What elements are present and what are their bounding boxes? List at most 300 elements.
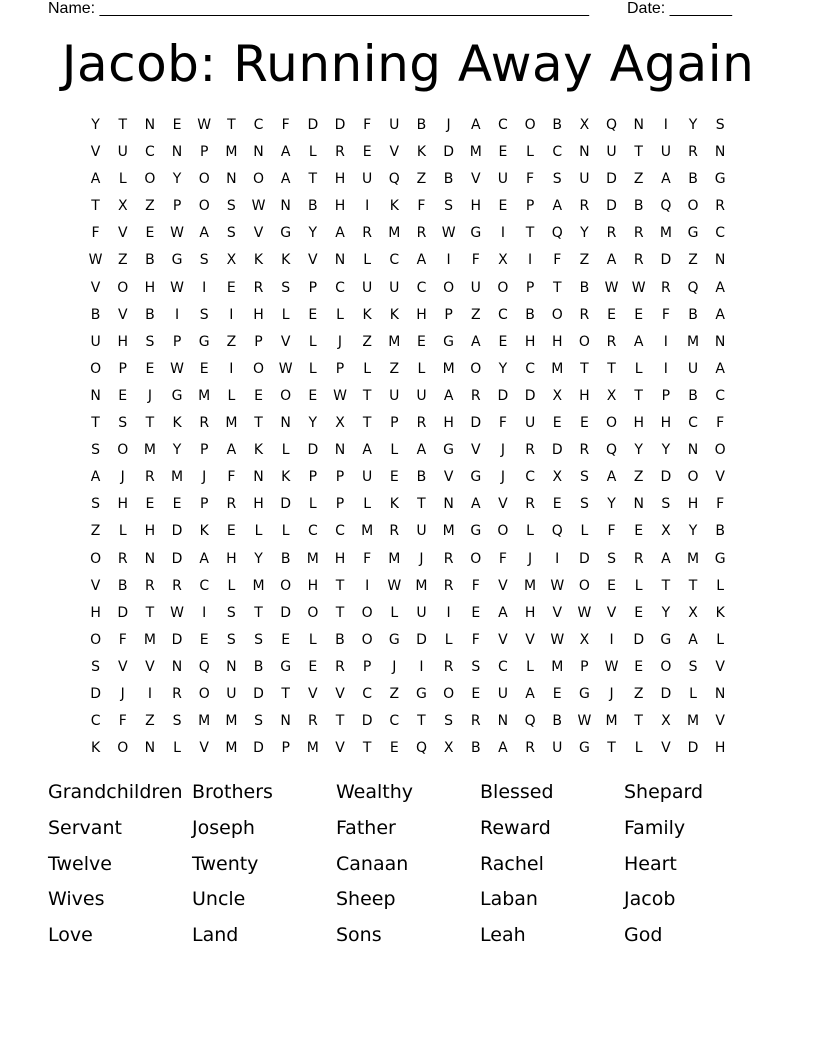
grid-letter: P [308,469,318,486]
grid-letter: D [524,387,536,404]
grid-letter: A [688,631,698,648]
grid-letter: K [389,198,399,215]
grid-letter: H [633,415,644,432]
grid-letter: Z [579,252,590,269]
grid-letter: F [118,631,127,648]
grid-letter: Y [91,117,100,133]
grid-letter: E [362,144,372,161]
grid-letter: X [606,387,617,404]
grid-letter: B [117,577,128,594]
word-bank-item: Land [192,924,239,947]
grid-letter: M [686,713,700,730]
grid-letter: O [361,631,373,648]
grid-letter: Q [660,198,672,215]
grid-letter: K [199,523,209,540]
grid-letter: J [202,469,207,486]
grid-letter: L [390,604,399,621]
grid-letter: D [443,144,454,161]
grid-letter: S [444,713,454,730]
grid-letter: S [254,713,263,730]
grid-letter: N [714,144,726,161]
grid-letter: Z [688,252,698,269]
word-bank-item: God [624,924,663,947]
grid-letter: W [251,198,266,215]
grid-letter: T [335,577,345,594]
grid-letter: Y [308,415,318,432]
grid-letter: P [308,279,318,296]
grid-letter: K [715,604,725,621]
grid-letter: R [145,577,155,594]
grid-letter: U [524,415,536,432]
grid-letter: E [607,577,616,594]
grid-letter: W [631,279,646,296]
grid-letter: O [714,442,726,459]
grid-letter: Z [389,360,400,377]
grid-letter: U [389,279,400,296]
grid-letter: P [172,333,182,350]
grid-letter: F [471,252,480,269]
grid-letter: L [227,387,236,404]
grid-letter: L [118,171,127,188]
word-bank-item: Uncle [192,888,246,911]
grid-letter: Z [226,333,237,350]
grid-letter: L [254,523,263,540]
grid-letter: C [335,523,345,540]
grid-letter: W [170,360,184,377]
grid-letter: R [606,225,617,242]
grid-letter: M [225,740,238,757]
grid-letter: U [552,740,563,757]
grid-letter: L [634,360,643,377]
grid-letter: Y [661,604,671,621]
grid-letter: V [498,631,508,648]
grid-letter: R [389,523,400,540]
word-bank-item: Sons [336,924,382,947]
grid-letter: T [417,713,426,730]
grid-letter: V [552,604,563,621]
grid-letter: R [199,415,210,432]
grid-letter: P [172,198,182,215]
grid-letter: Y [607,496,616,513]
grid-letter: Y [308,225,318,242]
grid-letter: D [171,550,183,567]
grid-letter: D [551,442,563,459]
grid-letter: H [579,387,590,404]
grid-letter: E [145,496,155,513]
grid-letter: O [90,631,102,648]
grid-letter: L [716,631,725,648]
grid-letter: N [579,144,590,161]
grid-letter: G [578,685,590,702]
grid-letter: T [607,360,616,377]
grid-letter: H [334,198,346,215]
grid-letter: V [715,713,725,730]
grid-letter: Q [606,442,618,459]
grid-letter: V [145,658,155,675]
grid-letter: R [633,550,644,567]
grid-letter: W [170,279,184,296]
grid-letter: I [229,360,234,377]
grid-letter: U [470,279,481,296]
grid-letter: A [470,333,481,350]
grid-letter: L [634,740,643,757]
grid-letter: R [226,496,237,513]
grid-letter: C [389,713,400,730]
grid-letter: O [90,550,102,567]
grid-letter: B [145,252,155,269]
letter-grid [82,112,734,762]
grid-letter: X [443,740,454,757]
grid-letter: R [416,225,427,242]
grid-letter: Z [145,198,155,215]
grid-letter: N [90,387,101,404]
grid-letter: D [117,604,129,621]
grid-letter: U [362,279,373,296]
grid-letter: K [172,415,182,432]
grid-letter: G [280,225,292,242]
grid-letter: U [362,469,373,486]
grid-letter: J [446,117,451,133]
grid-letter: T [525,225,535,242]
word-bank-item: Joseph [192,816,255,839]
grid-letter: Q [551,225,563,242]
grid-letter: N [253,469,264,486]
grid-letter: I [555,550,560,567]
grid-letter: D [660,252,672,269]
grid-letter: T [227,117,236,133]
grid-letter: R [633,225,644,242]
grid-letter: A [606,252,617,269]
grid-letter: M [442,360,455,377]
grid-letter: F [498,415,507,432]
grid-letter: L [363,360,372,377]
grid-letter: B [280,550,291,567]
grid-letter: W [604,658,619,675]
word-bank [48,778,768,957]
grid-letter: S [607,550,616,567]
grid-letter: O [361,604,373,621]
grid-letter: J [528,550,533,567]
grid-letter: O [443,685,455,702]
grid-letter: P [661,387,671,404]
grid-letter: E [308,387,318,404]
grid-letter: M [442,523,455,540]
word-bank-item: Wealthy [336,781,414,803]
grid-letter: D [171,631,183,648]
grid-letter: Y [580,225,589,242]
grid-letter: M [225,713,238,730]
grid-letter: N [334,252,346,269]
grid-letter: U [416,523,427,540]
grid-letter: F [607,523,616,540]
grid-letter: F [363,550,372,567]
grid-letter: P [199,496,209,513]
grid-letter: Y [498,360,508,377]
grid-letter: X [661,713,671,730]
grid-letter: W [197,117,212,133]
grid-letter: P [444,306,453,323]
grid-letter: D [687,740,699,757]
grid-letter: H [687,496,699,513]
grid-letter: J [609,685,614,702]
grid-letter: O [280,387,292,404]
grid-letter: J [500,442,505,459]
grid-letter: T [118,117,128,133]
grid-letter: Z [117,252,128,269]
grid-letter: J [147,387,152,404]
grid-letter: V [90,577,101,594]
grid-letter: M [659,225,672,242]
grid-letter: P [335,469,345,486]
grid-letter: F [716,415,725,432]
grid-letter: A [416,442,427,459]
grid-letter: V [470,171,481,188]
grid-letter: I [202,279,207,296]
word-bank-item: Blessed [480,781,554,803]
grid-letter: F [118,713,127,730]
grid-letter: N [226,171,237,188]
grid-letter: R [253,279,264,296]
grid-letter: A [199,550,209,567]
grid-letter: F [716,496,725,513]
grid-letter: P [118,360,127,377]
grid-letter: R [579,442,590,459]
grid-letter: H [334,171,346,188]
grid-letter: X [335,415,345,432]
grid-letter: U [687,360,699,377]
grid-letter: G [416,685,427,702]
grid-letter: H [524,333,536,350]
grid-letter: W [577,604,592,621]
grid-letter: L [716,577,725,594]
grid-letter: T [634,713,643,730]
grid-letter: D [470,415,482,432]
grid-letter: S [145,333,155,350]
grid-letter: O [606,415,618,432]
grid-letter: I [663,117,668,133]
grid-letter: V [389,144,400,161]
grid-letter: R [715,198,726,215]
grid-letter: N [687,442,699,459]
grid-letter: B [688,171,698,188]
grid-letter: E [308,306,318,323]
grid-letter: S [661,496,671,513]
grid-letter: W [170,225,184,242]
grid-letter: W [278,360,293,377]
grid-letter: S [552,171,562,188]
grid-letter: A [443,387,454,404]
grid-letter: H [660,415,672,432]
grid-letter: T [634,144,643,161]
grid-letter: R [443,550,454,567]
grid-letter: W [577,713,592,730]
grid-letter: R [117,550,128,567]
grid-letter: O [497,279,509,296]
grid-letter: E [607,306,616,323]
grid-letter: Y [172,442,182,459]
grid-letter: M [198,713,211,730]
grid-letter: E [579,415,589,432]
grid-letter: O [578,577,590,594]
word-bank-item: Father [336,816,396,839]
grid-letter: S [715,117,725,133]
grid-letter: F [661,306,670,323]
grid-letter: A [525,685,535,702]
grid-letter: M [524,577,537,594]
grid-letter: P [199,442,209,459]
word-bank-item: Family [624,816,686,839]
grid-letter: J [419,550,424,567]
grid-letter: D [660,469,672,486]
grid-letter: O [117,279,129,296]
grid-letter: D [280,496,292,513]
grid-letter: U [497,171,509,188]
grid-letter: R [525,496,535,513]
grid-letter: V [308,252,318,269]
grid-letter: K [389,496,399,513]
grid-letter: T [417,496,426,513]
grid-letter: E [389,469,399,486]
grid-letter: G [578,740,590,757]
grid-letter: D [253,740,264,757]
grid-letter: Q [524,713,536,730]
grid-letter: R [633,252,644,269]
grid-letter: S [471,658,481,675]
grid-letter: G [714,550,726,567]
grid-letter: R [688,144,698,161]
grid-letter: O [198,171,210,188]
grid-letter: H [144,279,156,296]
grid-letter: S [118,415,128,432]
grid-letter: S [91,658,101,675]
grid-letter: N [280,415,291,432]
grid-letter: E [118,387,128,404]
grid-letter: X [661,523,671,540]
word-bank-item: Jacob [624,888,676,911]
word-bank-item: Rachel [480,852,544,875]
grid-letter: C [90,713,101,730]
grid-letter: B [90,306,101,323]
grid-letter: M [388,225,401,242]
grid-letter: E [172,496,182,513]
grid-letter: B [253,658,264,675]
grid-letter: C [389,252,400,269]
grid-letter: E [389,740,399,757]
grid-letter: P [335,360,345,377]
grid-letter: H [443,415,454,432]
grid-letter: O [551,306,563,323]
grid-letter: E [471,685,481,702]
grid-letter: I [446,604,451,621]
grid-letter: A [552,198,563,215]
grid-letter: J [392,658,397,675]
grid-letter: T [254,604,263,621]
grid-letter: R [470,713,481,730]
grid-letter: Z [633,469,644,486]
grid-letter: B [470,740,481,757]
grid-letter: O [307,604,319,621]
grid-letter: P [580,658,589,675]
grid-letter: T [145,604,155,621]
grid-letter: C [498,306,508,323]
grid-letter: R [307,713,318,730]
grid-letter: G [687,225,699,242]
grid-letter: X [552,469,563,486]
grid-letter: R [416,415,427,432]
grid-letter: I [174,306,180,323]
grid-letter: U [660,144,671,161]
grid-letter: A [470,496,481,513]
grid-letter: L [634,577,643,594]
grid-letter: U [226,685,237,702]
grid-letter: M [171,469,184,486]
grid-letter: M [415,577,428,594]
grid-letter: E [145,360,155,377]
grid-letter: V [308,685,318,702]
grid-letter: L [227,577,236,594]
grid-letter: G [470,523,482,540]
grid-letter: A [335,225,345,242]
grid-letter: N [714,685,726,702]
grid-letter: C [498,117,508,133]
word-bank-item: Twenty [192,852,259,875]
grid-letter: R [443,658,454,675]
grid-letter: N [714,252,726,269]
grid-letter: D [307,117,319,133]
grid-letter: Z [470,306,481,323]
grid-letter: M [551,360,564,377]
grid-letter: J [500,469,505,486]
grid-letter: D [633,631,645,648]
grid-letter: M [686,333,700,350]
grid-letter: Y [688,523,698,540]
grid-letter: A [199,225,209,242]
grid-letter: I [609,631,614,648]
grid-letter: D [579,550,590,567]
grid-letter: E [226,279,236,296]
word-bank-item: Wives [48,888,105,911]
grid-letter: X [117,198,128,215]
grid-letter: D [171,523,183,540]
grid-letter: O [470,550,482,567]
grid-letter: G [470,469,482,486]
grid-letter: G [660,631,672,648]
grid-letter: N [171,144,183,161]
grid-letter: B [416,469,427,486]
grid-letter: S [444,198,454,215]
grid-letter: U [606,144,617,161]
grid-letter: C [199,577,210,594]
grid-letter: E [498,333,508,350]
grid-letter: S [254,631,263,648]
grid-letter: L [363,496,372,513]
grid-letter: R [606,333,617,350]
grid-letter: G [171,252,183,269]
grid-letter: F [417,198,426,215]
grid-letter: Z [633,685,644,702]
grid-letter: I [365,198,370,215]
grid-letter: L [363,252,372,269]
grid-letter: G [714,171,726,188]
grid-letter: R [443,577,454,594]
grid-letter: V [253,225,264,242]
grid-letter: H [253,496,264,513]
grid-letter: H [470,198,482,215]
grid-letter: Y [661,442,671,459]
grid-letter: S [91,442,101,459]
grid-letter: A [715,306,725,323]
grid-letter: V [335,685,345,702]
